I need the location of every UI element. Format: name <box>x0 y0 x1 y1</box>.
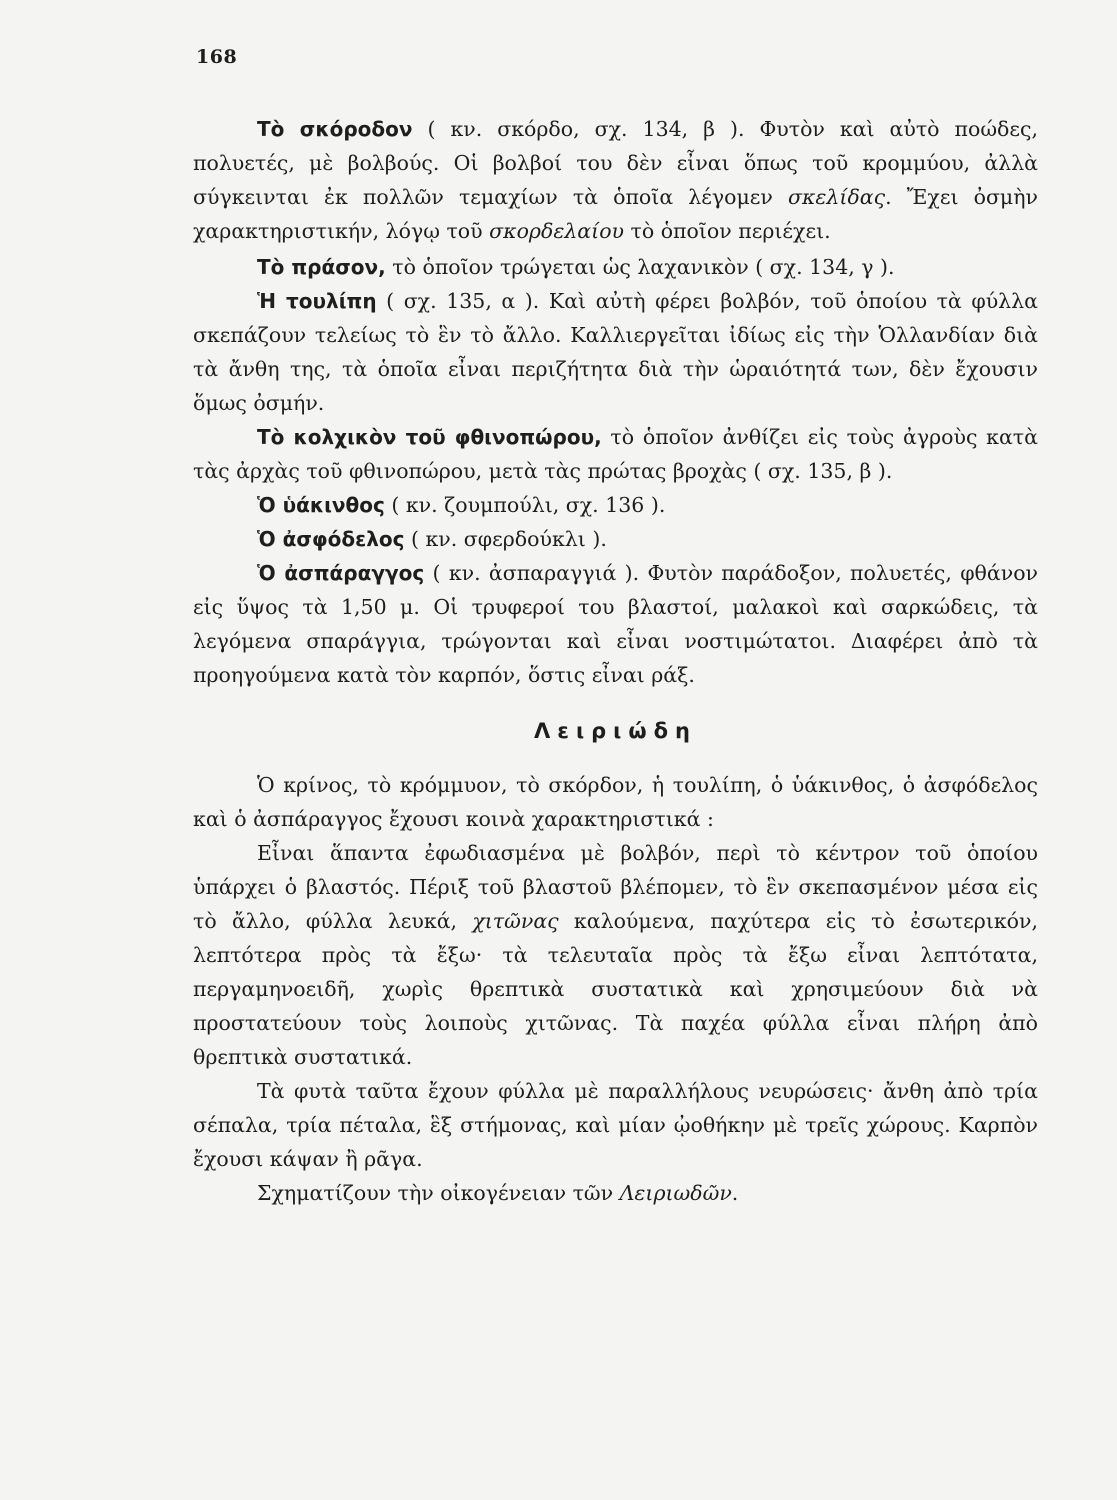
italic-chitonas: χιτῶνας <box>472 909 559 933</box>
text-toulipi: ( σχ. 135, α ). Καὶ αὐτὴ φέρει βολβόν, τοῦ ὁποίου τὰ φύλλα σκεπάζουν τελείως τὸ ἓν τὸ ἄλλο. Καλλιεργεῖται ἰδίως εἰς τὴν Ὁλλανδίαν διὰ τὰ ἄνθη της, τὰ ὁποῖα εἶναι περιζήτητα διὰ τὴν ὡραιότητά των, δὲν ἔχουσιν ὅμως ὀσμήν. <box>193 289 1038 415</box>
text-asfodelos: ( κν. σφερδούκλι ). <box>404 527 607 551</box>
paragraph-family <box>193 1176 1038 1210</box>
term-prason: Τὸ πράσον, <box>257 255 386 279</box>
paragraph-asfodelos <box>193 522 1038 556</box>
term-skorodon: Τὸ σκόροδον <box>257 117 413 141</box>
paragraph-yakinthos <box>193 488 1038 522</box>
term-yakinthos: Ὁ ὑάκινθος <box>257 493 385 517</box>
term-toulipi: Ἡ τουλίπη <box>257 289 377 313</box>
page-text <box>193 112 1038 1210</box>
text-family-a: Σχηματίζουν τὴν οἰκογένειαν τῶν <box>257 1181 620 1205</box>
text-bulb-b: καλούμενα, παχύτερα εἰς τὸ ἐσωτερικόν, λεπτότερα πρὸς τὰ ἔξω· τὰ τελευταῖα πρὸς τὰ ἔξω εἶναι λεπτότατα, περγαμηνοειδῆ, χωρὶς θρεπτικὰ συστατικὰ καὶ χρησιμεύουν διὰ νὰ προστατεύουν τοὺς λοιποὺς χιτῶνας. Τὰ παχέα φύλλα εἶναι πλήρη ἀπὸ θρεπτικὰ συστατικά. <box>193 909 1038 1069</box>
text-skorodon-b: . Ἔχει ὀσμὴν χαρακτηριστικήν, λόγῳ τοῦ <box>193 185 1039 243</box>
italic-leiriodon: Λειριωδῶν <box>619 1181 732 1205</box>
text-asparagos: ( κν. ἀσπαραγγιά ). Φυτὸν παράδοξον, πολυετές, φθάνον εἰς ὕψος τὰ 1,50 μ. Οἱ τρυφεροί του βλαστοί, μαλακοὶ καὶ σαρκώδεις, τὰ λεγόμενα σπαράγγια, τρώγονται καὶ εἶναι νοστιμώτατοι. Διαφέρει ἀπὸ τὰ προηγούμενα κατὰ τὸν καρπόν, ὅστις εἶναι ράξ. <box>193 561 1038 687</box>
page-number: 168 <box>196 46 238 68</box>
text-prason: τὸ ὁποῖον τρώγεται ὡς λαχανικὸν ( σχ. 134, γ ). <box>385 255 895 279</box>
text-skorodon-c: τὸ ὁποῖον περιέχει. <box>624 219 831 243</box>
text-kolchikon: τὸ ὁποῖον ἀνθίζει εἰς τοὺς ἀγροὺς κατὰ τὰς ἀρχὰς τοῦ φθινοπώρου, μετὰ τὰς πρώτας βροχὰς ( σχ. 135, β ). <box>193 425 1038 483</box>
paragraph-toulipi <box>193 284 1038 420</box>
text-family-b: . <box>731 1181 739 1205</box>
text-skorodon-a: ( κν. σκόρδο, σχ. 134, β ). Φυτὸν καὶ αὐτὸ ποώδες, πολυετές, μὲ βολβούς. Οἱ βολβοί του δὲν εἶναι ὅπως τοῦ κρομμύου, ἀλλὰ σύγκεινται ἐκ πολλῶν τεμαχίων τὰ ὁποῖα λέγομεν <box>193 117 1038 209</box>
italic-skelidas: σκελίδας <box>787 185 886 209</box>
paragraph-flowers: Τὰ φυτὰ ταῦτα ἔχουν φύλλα μὲ παραλλήλους νευρώσεις· ἄνθη ἀπὸ τρία σέπαλα, τρία πέταλα, ἓξ στήμονας, καὶ μίαν ᾠοθήκην μὲ τρεῖς χώρους. Καρπὸν ἔχουσι κάψαν ἢ ρᾶγα. <box>193 1079 1038 1171</box>
paragraph-prason <box>193 250 1038 284</box>
paragraph-skorodon <box>193 112 1038 248</box>
section-title: Λειριώδη <box>534 719 697 743</box>
paragraph-common-traits: Ὁ κρίνος, τὸ κρόμμυον, τὸ σκόρδον, ἡ τουλίπη, ὁ ὑάκινθος, ὁ ἀσφόδελος καὶ ὁ ἀσπάραγγος ἔχουσι κοινὰ χαρακτηριστικά : <box>193 773 1038 831</box>
term-asfodelos: Ὁ ἀσφόδελος <box>257 527 405 551</box>
paragraph-bulb <box>193 836 1038 1074</box>
text-yakinthos: ( κν. ζουμπούλι, σχ. 136 ). <box>384 493 666 517</box>
paragraph-kolchikon <box>193 420 1038 488</box>
term-kolchikon: Τὸ κολχικὸν τοῦ φθινοπώρου, <box>257 425 602 449</box>
italic-skordelaiou: σκορδελαίου <box>489 219 624 243</box>
paragraph-asparagos <box>193 556 1038 692</box>
text-bulb-a: Εἶναι ἅπαντα ἐφωδιασμένα μὲ βολβόν, περὶ τὸ κέντρον τοῦ ὁποίου ὑπάρχει ὁ βλαστός. Πέριξ τοῦ βλαστοῦ βλέπομεν, τὸ ἓν σκεπασμένον μέσα εἰς τὸ ἄλλο, φύλλα λευκά, <box>193 841 1038 933</box>
term-asparagos: Ὁ ἀσπάραγγος <box>257 561 425 585</box>
